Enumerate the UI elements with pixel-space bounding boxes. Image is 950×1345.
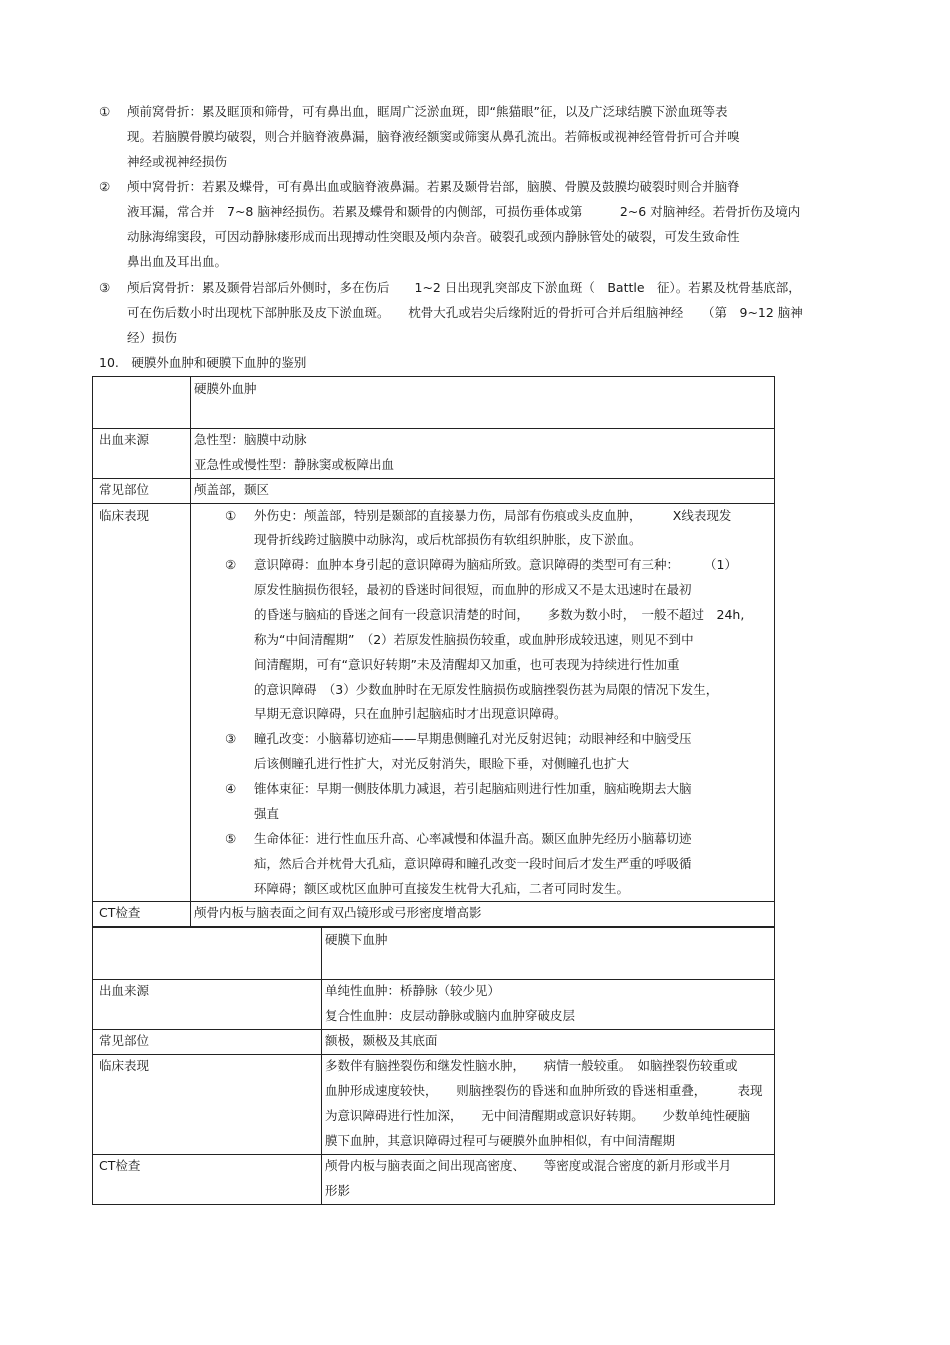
epidural-title-cell [191, 377, 775, 429]
epidural-source-line-2: 亚急性或慢性型：静脉窦或板障出血 [194, 457, 395, 472]
epidural-title: 硬膜外血肿 [194, 381, 257, 396]
subdural-row-clinical [93, 1055, 775, 1155]
fracture-2-line-3: 动脉海绵窦段，可因动静脉瘘形成而出现搏动性突眼及颅内杂音。破裂孔或颈内静脉管处的破裂，可发生致命性 [127, 229, 740, 244]
subdural-row-source [93, 980, 775, 1030]
subdural-clinical-line-2: 血肿形成速度较快， 则脑挫裂伤的昏迷和血肿所致的昏迷相重叠， 表现 [325, 1083, 763, 1098]
subdural-label-cell-clinical [93, 1055, 322, 1155]
epidural-label-cell-location [93, 479, 191, 504]
subdural-value-cell-source [322, 980, 775, 1030]
epidural-label-cell-source [93, 429, 191, 479]
subdural-row-ct [93, 1155, 775, 1205]
clinical-item-5-line-3: 环障碍；额区或枕区血肿可直接发生枕骨大孔疝，二者可同时发生。 [254, 881, 630, 896]
clinical-item-4-marker: ④ [225, 781, 237, 796]
clinical-item-1-line-1: 外伤史：颅盖部，特别是颞部的直接暴力伤，局部有伤痕或头皮血肿， X线表现发 [254, 508, 732, 523]
subdural-header-empty [93, 928, 322, 980]
epidural-ct-line-1: 颅骨内板与脑表面之间有双凸镜形或弓形密度增高影 [194, 905, 482, 920]
fracture-2-line-4: 鼻出血及耳出血。 [127, 254, 228, 269]
fracture-2-line-2: 液耳漏，常合并 7~8 脑神经损伤。若累及蝶骨和颞骨的内侧部，可损伤垂体或第 2~6 对脑神经。若骨折伤及境内 [127, 204, 801, 219]
subdural-label-ct: CT检查 [99, 1158, 141, 1173]
epidural-value-cell-clinical [191, 504, 775, 902]
clinical-item-2-line-4: 称为“中间清醒期” （2）若原发性脑损伤较重，或血肿形成较迅速，则见不到中 [254, 632, 694, 647]
subdural-label-source: 出血来源 [99, 983, 150, 998]
subdural-title: 硬膜下血肿 [325, 932, 388, 947]
clinical-item-3-line-1: 瞳孔改变：小脑幕切迹疝——早期患侧瞳孔对光反射迟钝；动眼神经和中脑受压 [254, 731, 692, 746]
clinical-item-5-line-2: 疝，然后合并枕骨大孔疝，意识障碍和瞳孔改变一段时间后才发生严重的呼吸循 [254, 856, 692, 871]
epidural-header-row [93, 377, 775, 429]
epidural-label-cell-ct [93, 902, 191, 927]
epidural-label-ct: CT检查 [99, 905, 141, 920]
subdural-label-cell-source [93, 980, 322, 1030]
subdural-table [92, 927, 775, 1205]
fracture-3-marker: ③ [99, 280, 111, 295]
epidural-row-ct [93, 902, 775, 927]
clinical-item-2-line-6: 的意识障碍 （3）少数血肿时在无原发性脑损伤或脑挫裂伤甚为局限的情况下发生， [254, 682, 719, 697]
fracture-1-line-2: 现。若脑膜骨膜均破裂，则合并脑脊液鼻漏，脑脊液经额窦或筛窦从鼻孔流出。若筛板或视神经管骨折可合并嗅 [127, 129, 740, 144]
subdural-label-cell-ct [93, 1155, 322, 1205]
subdural-label-location: 常见部位 [99, 1033, 150, 1048]
epidural-table [92, 376, 775, 927]
fracture-2-line-1: 颅中窝骨折：若累及蝶骨，可有鼻出血或脑脊液鼻漏。若累及颞骨岩部，脑膜、骨膜及鼓膜均破裂时则合并脑脊 [127, 179, 740, 194]
clinical-item-2-line-5: 间清醒期，可有“意识好转期”未及清醒却又加重，也可表现为持续进行性加重 [254, 657, 680, 672]
clinical-item-1-marker: ① [225, 508, 237, 523]
subdural-source-line-1: 单纯性血肿：桥静脉（较少见） [325, 983, 501, 998]
subdural-clinical-line-3: 为意识障碍进行性加深， 无中间清醒期或意识好转期。 少数单纯性硬脑 [325, 1108, 751, 1123]
fracture-3-line-3: 经）损伤 [127, 330, 178, 345]
clinical-item-1-line-2: 现骨折线跨过脑膜中动脉沟，或后枕部损伤有软组织肿胀，皮下淤血。 [254, 532, 642, 547]
clinical-item-2-line-1: 意识障碍：血肿本身引起的意识障碍为脑疝所致。意识障碍的类型可有三种： （1） [254, 557, 737, 572]
subdural-label-clinical: 临床表现 [99, 1058, 150, 1073]
epidural-header-empty [93, 377, 191, 429]
epidural-value-cell-source [191, 429, 775, 479]
clinical-item-5-line-1: 生命体征：进行性血压升高、心率减慢和体温升高。颞区血肿先经历小脑幕切迹 [254, 831, 692, 846]
fracture-2-marker: ② [99, 179, 111, 194]
epidural-label-source: 出血来源 [99, 432, 150, 447]
clinical-item-3-marker: ③ [225, 731, 237, 746]
subdural-value-cell-ct [322, 1155, 775, 1205]
fracture-1-line-1: 颅前窝骨折：累及眶顶和筛骨，可有鼻出血，眶周广泛淤血斑，即“熊猫眼”征，以及广泛球结膜下淤血斑等表 [127, 104, 728, 119]
clinical-item-2-line-2: 原发性脑损伤很轻，最初的昏迷时间很短，而血肿的形成又不是太迅速时在最初 [254, 582, 692, 597]
clinical-item-2-line-3: 的昏迷与脑疝的昏迷之间有一段意识清楚的时间， 多数为数小时， 一般不超过 24h, [254, 607, 745, 622]
subdural-ct-line-2: 形影 [325, 1183, 351, 1198]
clinical-item-5-marker: ⑤ [225, 831, 237, 846]
subdural-clinical-line-1: 多数伴有脑挫裂伤和继发性脑水肿， 病情一般较重。 如脑挫裂伤较重或 [325, 1058, 738, 1073]
clinical-item-2-marker: ② [225, 557, 237, 572]
subdural-label-cell-location [93, 1030, 322, 1055]
epidural-location-line-1: 颅盖部，颞区 [194, 482, 270, 497]
subdural-row-location [93, 1030, 775, 1055]
subdural-clinical-line-4: 膜下血肿，其意识障碍过程可与硬膜外血肿相似，有中间清醒期 [325, 1133, 676, 1148]
epidural-value-cell-location [191, 479, 775, 504]
subdural-location-line-1: 额极，颞极及其底面 [325, 1033, 438, 1048]
subdural-value-cell-clinical [322, 1055, 775, 1155]
clinical-item-4-line-1: 锥体束征：早期一侧肢体肌力减退，若引起脑疝则进行性加重，脑疝晚期去大脑 [254, 781, 692, 796]
fracture-1-marker: ① [99, 104, 111, 119]
epidural-row-source [93, 429, 775, 479]
epidural-label-cell-clinical [93, 504, 191, 902]
epidural-source-line-1: 急性型：脑膜中动脉 [194, 432, 307, 447]
epidural-label-clinical: 临床表现 [99, 508, 150, 523]
clinical-item-3-line-2: 后该侧瞳孔进行性扩大，对光反射消失，眼睑下垂，对侧瞳孔也扩大 [254, 756, 630, 771]
subdural-header-row [93, 928, 775, 980]
subdural-value-cell-location [322, 1030, 775, 1055]
clinical-item-2-line-7: 早期无意识障碍，只在血肿引起脑疝时才出现意识障碍。 [254, 706, 567, 721]
subdural-source-line-2: 复合性血肿：皮层动静脉或脑内血肿穿破皮层 [325, 1008, 576, 1023]
clinical-item-4-line-2: 强直 [254, 806, 280, 821]
fracture-3-line-2: 可在伤后数小时出现枕下部肿胀及皮下淤血斑。 枕骨大孔或岩尖后缘附近的骨折可合并后组脑神经 （第 9~12 脑神 [127, 305, 803, 320]
subdural-ct-line-1: 颅骨内板与脑表面之间出现高密度、 等密度或混合密度的新月形或半月 [325, 1158, 732, 1173]
subdural-title-cell [322, 928, 775, 980]
section-heading: 10. 硬膜外血肿和硬膜下血肿的鉴别 [99, 355, 307, 370]
epidural-row-location [93, 479, 775, 504]
epidural-label-location: 常见部位 [99, 482, 150, 497]
epidural-row-clinical [93, 504, 775, 902]
fracture-1-line-3: 神经或视神经损伤 [127, 154, 228, 169]
epidural-value-cell-ct [191, 902, 775, 927]
fracture-3-line-1: 颅后窝骨折：累及颞骨岩部后外侧时，多在伤后 1~2 日出现乳突部皮下淤血斑（ Battle 征）。若累及枕骨基底部， [127, 280, 801, 295]
